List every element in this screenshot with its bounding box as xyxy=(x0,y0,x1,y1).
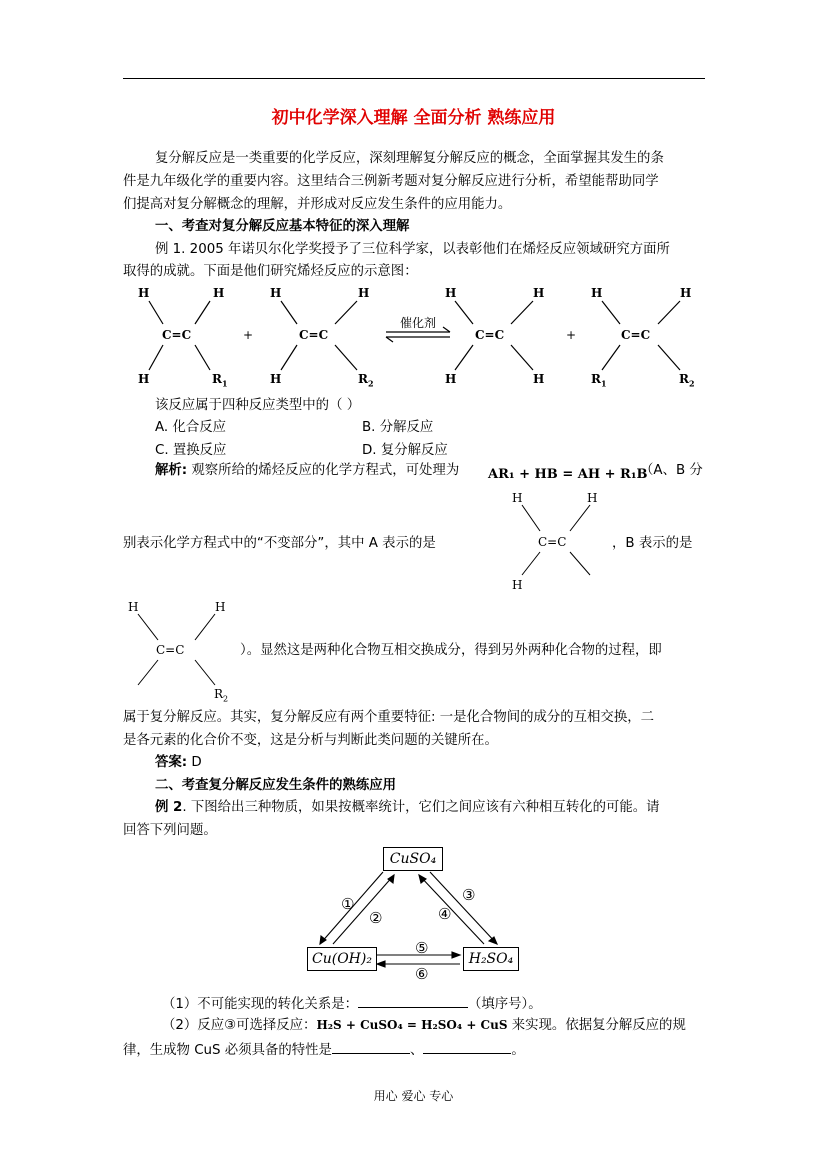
atom-h: H xyxy=(270,372,282,386)
atom-h: H xyxy=(512,491,523,505)
example-1-line-1: 例 1. 2005 年诺贝尔化学奖授予了三位科学家，以表彰他们在烯烃反应领域研究方面所 xyxy=(155,242,670,257)
atom-h: H xyxy=(213,286,225,300)
question-1: 该反应属于四种反应类型中的（ ） xyxy=(155,398,361,413)
analysis-text-1b: （A、B 分 xyxy=(640,463,703,478)
plus-sign: + xyxy=(243,328,254,342)
atom-h: H xyxy=(512,578,523,592)
double-bond-cc: C=C xyxy=(475,328,505,342)
analysis-line-2: 别表示化学方程式中的“不变部分”，其中 A 表示的是 xyxy=(123,536,436,551)
node-cuoh2: Cu(OH)₂ xyxy=(307,947,377,971)
analysis-line-5: 是各元素的化合价不变，这是分析与判断此类问题的关键所在。 xyxy=(123,733,498,748)
group-r2: $R_2$ xyxy=(214,687,229,704)
analysis-label: 解析: xyxy=(155,463,188,478)
subquestion-1 xyxy=(162,993,542,1014)
subquestion-2-equation: H₂S + CuSO₄ = H₂SO₄ + CuS xyxy=(316,1018,508,1032)
option-b: B. 分解反应 xyxy=(362,420,434,435)
option-c: C. 置换反应 xyxy=(155,443,227,458)
subquestion-2-line-2 xyxy=(123,1039,525,1060)
answer-blank-1[interactable] xyxy=(358,993,468,1008)
answer-value: D xyxy=(187,755,202,770)
atom-h: H xyxy=(138,372,150,386)
label-5: ⑤ xyxy=(415,939,429,957)
example-2-text: . 下图给出三种物质，如果按概率统计，它们之间应该有六种相互转化的可能。请 xyxy=(182,800,660,815)
atom-h: H xyxy=(270,286,282,300)
group-r2: $R_2$ xyxy=(679,372,695,389)
atom-h: H xyxy=(587,491,598,505)
page-title: 初中化学深入理解 全面分析 熟练应用 xyxy=(271,108,556,128)
node-cuso4: CuSO₄ xyxy=(383,847,443,871)
atom-h: H xyxy=(533,286,545,300)
label-6: ⑥ xyxy=(415,965,429,983)
subquestion-2 xyxy=(162,1016,686,1035)
example-2-line-2: 回答下列问题。 xyxy=(123,823,217,838)
subquestion-1-after: （填序号）。 xyxy=(468,997,542,1012)
subquestion-2-line-2-text: 律，生成物 CuS 必须具备的特性是 xyxy=(123,1043,332,1058)
intro-line-2: 件是九年级化学的重要内容。这里结合三例新考题对复分解反应进行分析，希望能帮助同学 xyxy=(123,174,659,189)
example-1-line-2: 取得的成就。下面是他们研究烯烃反应的示意图： xyxy=(123,264,418,279)
atom-h: H xyxy=(138,286,150,300)
group-r1: $R_1$ xyxy=(212,372,228,389)
subquestion-2-text: （2）反应③可选择反应： xyxy=(162,1018,317,1033)
atom-h: H xyxy=(445,286,457,300)
analysis-line-3: ）。显然这是两种化合物互相交换成分，得到另外两种化合物的过程，即 xyxy=(240,643,662,658)
double-bond-cc: C=C xyxy=(162,328,192,342)
answer-blank-3[interactable] xyxy=(423,1039,511,1054)
subquestion-2-after: 来实现。依据复分解反应的规 xyxy=(507,1018,686,1033)
option-d: D. 复分解反应 xyxy=(362,443,448,458)
separator: 、 xyxy=(409,1043,424,1058)
label-1: ① xyxy=(341,895,355,913)
option-a: A. 化合反应 xyxy=(155,420,226,435)
double-bond-cc: C=C xyxy=(156,643,185,657)
analysis-line-4: 属于复分解反应。其实，复分解反应有两个重要特征: 一是化合物间的成分的互相交换，二 xyxy=(123,710,654,725)
double-bond-cc: C=C xyxy=(299,328,329,342)
answer-blank-2[interactable] xyxy=(332,1039,410,1054)
subquestion-1-text: （1）不可能实现的转化关系是： xyxy=(162,997,358,1012)
atom-h: H xyxy=(128,600,139,614)
node-h2so4: H₂SO₄ xyxy=(463,947,519,971)
label-3: ③ xyxy=(462,886,476,904)
atom-h: H xyxy=(358,286,370,300)
intro-line-1: 复分解反应是一类重要的化学反应，深刻理解复分解反应的概念，全面掌握其发生的条 xyxy=(155,151,664,166)
label-2: ② xyxy=(369,909,383,927)
group-r1: $R_1$ xyxy=(591,372,607,389)
analysis-equation: AR₁ + HB = AH + R₁B xyxy=(488,467,648,482)
label-4: ④ xyxy=(438,905,452,923)
double-bond-cc: C=C xyxy=(621,328,651,342)
catalyst-label: 催化剂 xyxy=(400,316,437,330)
group-r2: $R_2$ xyxy=(358,372,374,389)
example-2-label: 例 2 xyxy=(155,800,183,815)
intro-line-3: 们提高对复分解概念的理解，并形成对反应发生条件的应用能力。 xyxy=(123,197,512,212)
atom-h: H xyxy=(680,286,692,300)
end-mark: 。 xyxy=(511,1043,525,1058)
analysis-text-1: 观察所给的烯烃反应的化学方程式，可处理为 xyxy=(187,463,460,478)
section-heading-2: 二、考查复分解反应发生条件的熟练应用 xyxy=(155,778,397,793)
atom-h: H xyxy=(215,600,226,614)
plus-sign: + xyxy=(566,328,577,342)
answer-label: 答案: xyxy=(155,755,188,770)
page-footer: 用心 爱心 专心 xyxy=(373,1089,454,1103)
atom-h: H xyxy=(533,372,545,386)
section-heading-1: 一、考查对复分解反应基本特征的深入理解 xyxy=(155,219,410,234)
atom-h: H xyxy=(591,286,603,300)
atom-h: H xyxy=(445,372,457,386)
analysis-text-2b: ，B 表示的是 xyxy=(612,536,693,551)
double-bond-cc: C=C xyxy=(538,535,567,549)
